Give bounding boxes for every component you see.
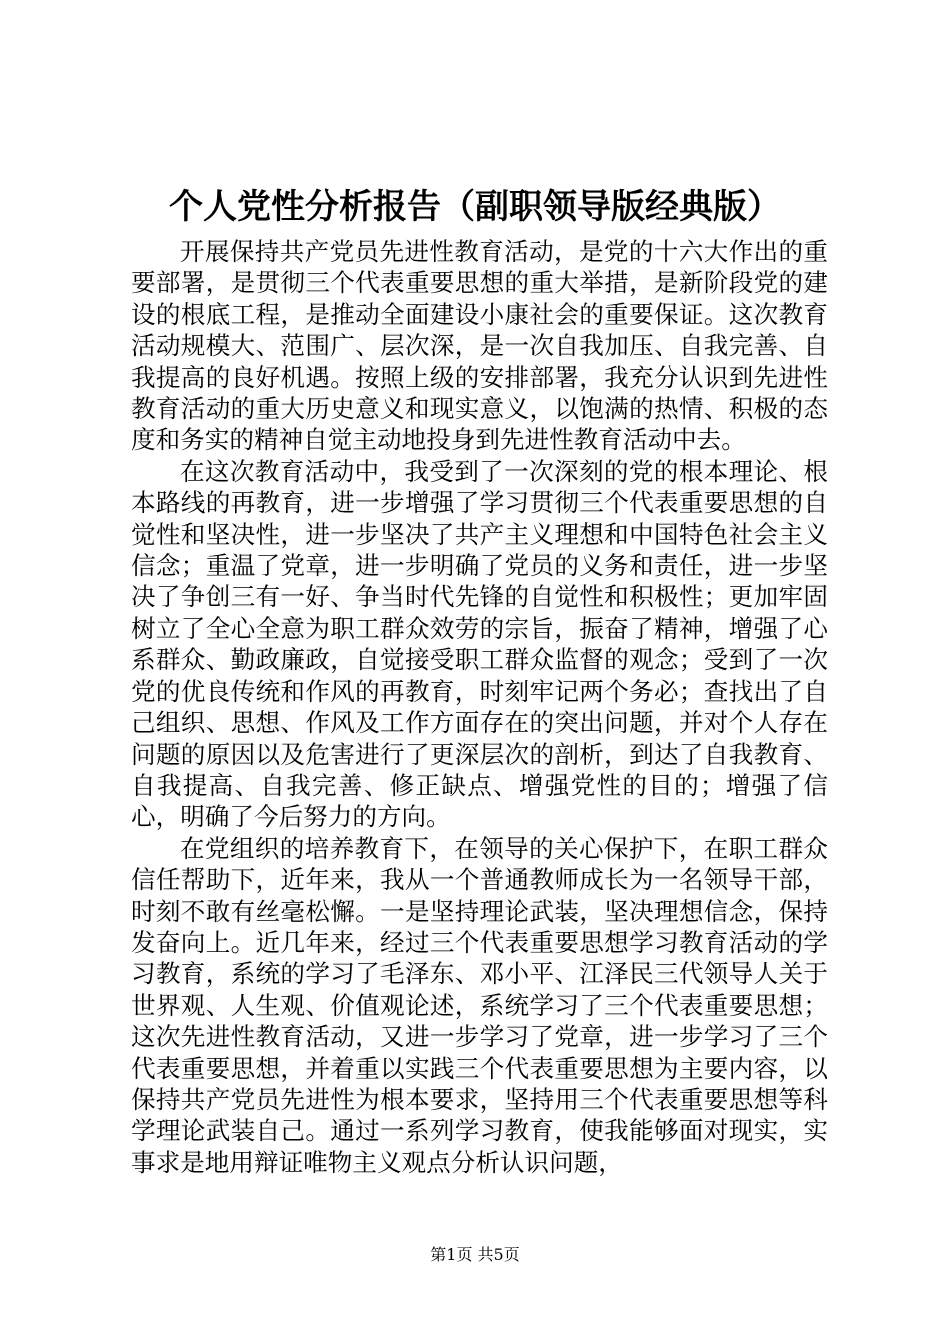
paragraph: 开展保持共产党员先进性教育活动，是党的十六大作出的重要部署，是贯彻三个代表重要思想的重大举措，是新阶段党的建设的根底工程，是推动全面建设小康社会的重要保证。这次教育活动规模大、范围广、层次深，是一次自我加压、自我完善、自我提高的良好机遇。按照上级的安排部署，我充分认识到先进性教育活动的重大历史意义和现实意义，以饱满的热情、积极的态度和务实的精神自觉主动地投身到先进性教育活动中去。 (131, 237, 828, 455)
document-title: 个人党性分析报告（副职领导版经典版） (169, 187, 781, 227)
paragraph: 在这次教育活动中，我受到了一次深刻的党的根本理论、根本路线的再教育，进一步增强了学习贯彻三个代表重要思想的自觉性和坚决性，进一步坚决了共产主义理想和中国特色社会主义信念；重温了党章，进一步明确了党员的义务和责任，进一步坚决了争创三有一好、争当时代先锋的自觉性和积极性；更加牢固树立了全心全意为职工群众效劳的宗旨，振奋了精神，增强了心系群众、勤政廉政，自觉接受职工群众监督的观念；受到了一次党的优良传统和作风的再教育，时刻牢记两个务必；查找出了自己组织、思想、作风及工作方面存在的突出问题，并对个人存在问题的原因以及危害进行了更深层次的剖析，到达了自我教育、自我提高、自我完善、修正缺点、增强党性的目的；增强了信心，明确了今后努力的方向。 (131, 456, 828, 832)
document-body (131, 236, 828, 1178)
page-footer: 第1页 共5页 (430, 1245, 520, 1264)
paragraph: 在党组织的培养教育下，在领导的关心保护下，在职工群众信任帮助下，近年来，我从一个普通教师成长为一名领导干部，时刻不敢有丝毫松懈。一是坚持理论武装，坚决理想信念，保持发奋向上。近几年来，经过三个代表重要思想学习教育活动的学习教育，系统的学习了毛泽东、邓小平、江泽民三代领导人关于世界观、人生观、价值观论述，系统学习了三个代表重要思想；这次先进性教育活动，又进一步学习了党章，进一步学习了三个代表重要思想，并着重以实践三个代表重要思想为主要内容，以保持共产党员先进性为根本要求，坚持用三个代表重要思想等科学理论武装自己。通过一系列学习教育，使我能够面对现实，实事求是地用辩证唯物主义观点分析认识问题， (131, 833, 828, 1177)
